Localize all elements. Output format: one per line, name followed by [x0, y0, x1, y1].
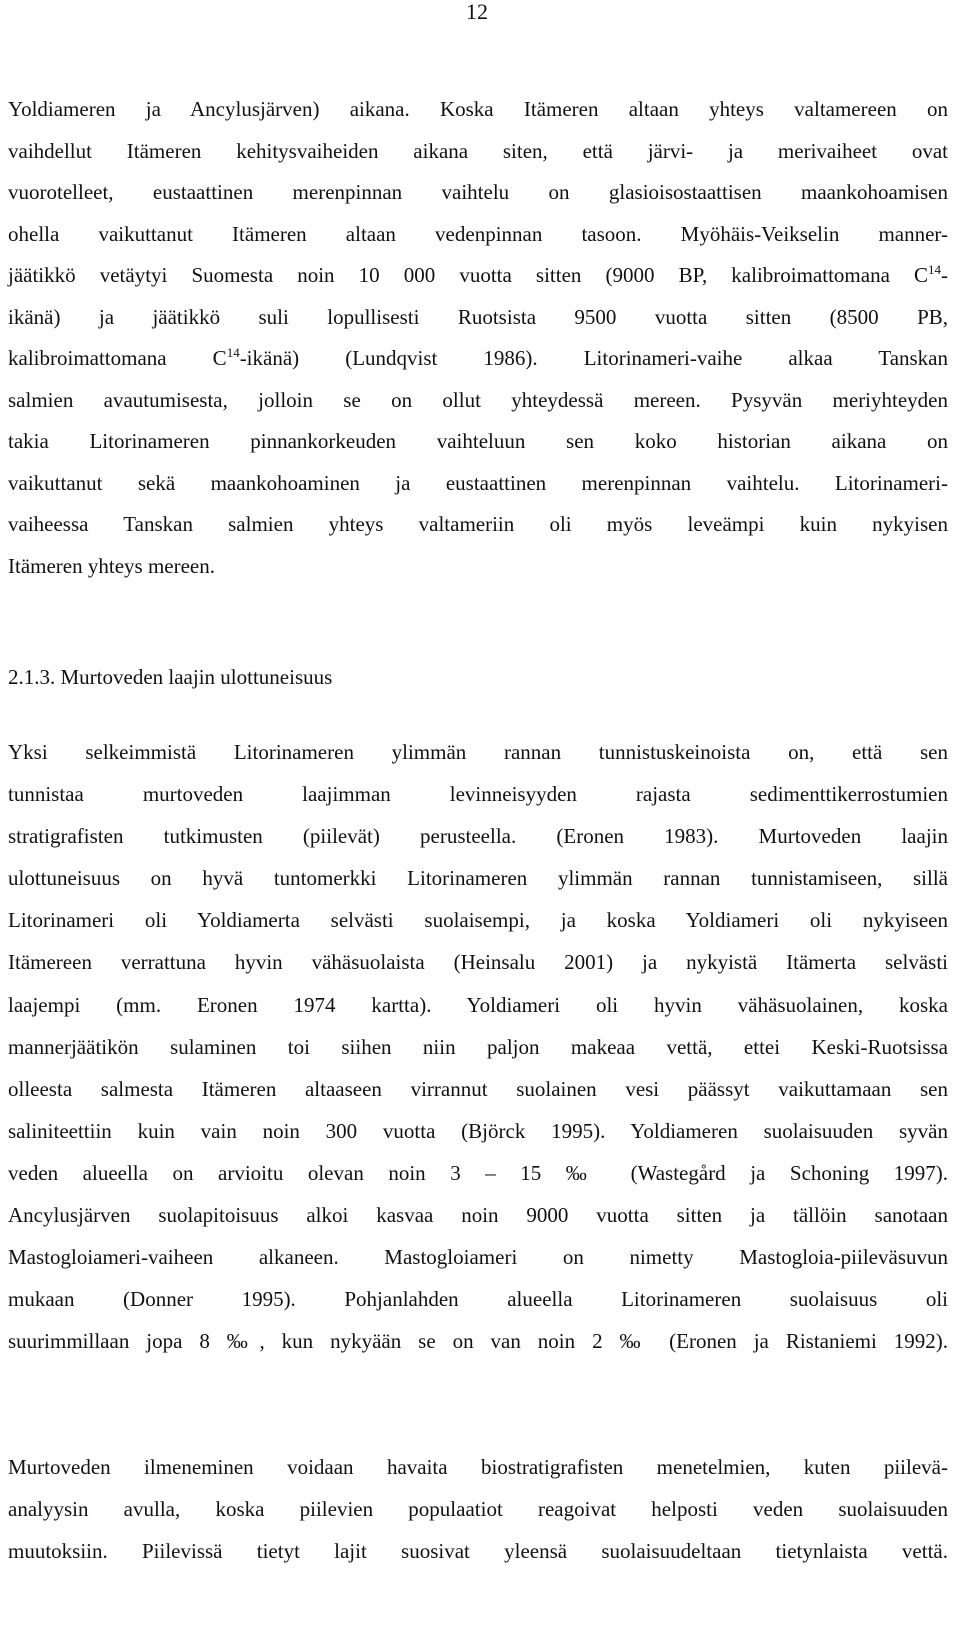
text-line: laajempi (mm. Eronen 1974 kartta). Yoldiameri oli hyvin vähäsuolainen, koska: [8, 992, 948, 1017]
text-line: salmien avautumisesta, jolloin se on ollut yhteydessä mereen. Pysyvän meriyhteyden: [8, 387, 948, 412]
text-line: Yksi selkeimmistä Litorinameren ylimmän rannan tunnistuskeinoista on, että sen: [8, 740, 948, 764]
paragraph-1: [8, 89, 948, 587]
page-number: 12: [466, 0, 488, 24]
text-line: vuorotelleet, eustaattinen merenpinnan vaihtelu on glasioisostaattisen maankohoamisen: [8, 180, 948, 204]
text-line: Itämereen verrattuna hyvin vähäsuolaista (Heinsalu 2001) ja nykyistä Itämerta selvästi: [8, 950, 948, 975]
paragraph-3: [8, 1446, 948, 1572]
text-segment: jäätikkö vetäytyi Suomesta noin 10 000 vuotta sitten (9000 BP, kalibroimattomana C: [8, 263, 928, 287]
text-line: mukaan (Donner 1995). Pohjanlahden alueella Litorinameren suolaisuus oli: [8, 1287, 948, 1312]
text-line: [8, 338, 948, 380]
superscript: 14: [928, 262, 941, 277]
text-line: analyysin avulla, koska piilevien populaatiot reagoivat helposti veden suolaisuuden: [8, 1497, 948, 1521]
text-line: veden alueella on arvioitu olevan noin 3 – 15 ‰ (Wastegård ja Schoning 1997).: [8, 1160, 948, 1185]
text-segment: kalibroimattomana C: [8, 346, 227, 370]
text-line: Ancylusjärven suolapitoisuus alkoi kasvaa noin 9000 vuotta sitten ja tällöin sanotaan: [8, 1203, 948, 1228]
text-line: muutoksiin. Piilevissä tietyt lajit suosivat yleensä suolaisuudeltaan tietynlaista vettä.: [8, 1539, 948, 1563]
text-line: olleesta salmesta Itämeren altaaseen virrannut suolainen vesi päässyt vaikuttamaan sen: [8, 1076, 948, 1101]
text-line: Itämeren yhteys mereen.: [8, 553, 215, 578]
text-line: ikänä) ja jäätikkö suli lopullisesti Ruotsista 9500 vuotta sitten (8500 PB,: [8, 304, 948, 329]
text-line: Mastogloiameri-vaiheen alkaneen. Mastogloiameri on nimetty Mastogloia-piileväsuvun: [8, 1245, 948, 1270]
text-line: takia Litorinameren pinnankorkeuden vaihteluun sen koko historian aikana on: [8, 429, 948, 453]
text-line: tunnistaa murtoveden laajimman levinneisyyden rajasta sedimenttikerrostumien: [8, 782, 948, 807]
text-line: [8, 255, 948, 297]
text-line: mannerjäätikön sulaminen toi siihen niin paljon makeaa vettä, ettei Keski-Ruotsissa: [8, 1034, 948, 1059]
paragraph-2: [8, 731, 948, 1362]
superscript: 14: [226, 345, 240, 360]
text-line: vaikuttanut sekä maankohoaminen ja eustaattinen merenpinnan vaihtelu. Litorinameri-: [8, 470, 948, 495]
text-line: saliniteettiin kuin vain noin 300 vuotta (Björck 1995). Yoldiameren suolaisuuden syvän: [8, 1118, 948, 1143]
text-line: suurimmillaan jopa 8 ‰, kun nykyään se on van noin 2 ‰ (Eronen ja Ristaniemi 1992).: [8, 1329, 948, 1354]
text-line: stratigrafisten tutkimusten (piilevät) perusteella. (Eronen 1983). Murtoveden laajin: [8, 824, 948, 849]
hyphen: -: [941, 263, 948, 287]
text-line: ohella vaikuttanut Itämeren altaan vedenpinnan tasoon. Myöhäis-Veikselin manner-: [8, 221, 948, 246]
text-line: Litorinameri oli Yoldiamerta selvästi suolaisempi, ja koska Yoldiameri oli nykyiseen: [8, 908, 948, 933]
text-line: Murtoveden ilmeneminen voidaan havaita biostratigrafisten menetelmien, kuten piilevä-: [8, 1455, 948, 1479]
text-line: Yoldiameren ja Ancylusjärven) aikana. Koska Itämeren altaan yhteys valtamereen on: [8, 97, 948, 121]
section-heading: 2.1.3. Murtoveden laajin ulottuneisuus: [8, 665, 333, 689]
text-line: vaiheessa Tanskan salmien yhteys valtameriin oli myös leveämpi kuin nykyisen: [8, 512, 948, 536]
text-line: vaihdellut Itämeren kehitysvaiheiden aikana siten, että järvi- ja merivaiheet ovat: [8, 138, 948, 163]
text-segment: -ikänä) (Lundqvist 1986). Litorinameri-vaihe alkaa Tanskan: [239, 346, 949, 370]
text-line: ulottuneisuus on hyvä tuntomerkki Litorinameren ylimmän rannan tunnistamiseen, sillä: [8, 866, 948, 891]
